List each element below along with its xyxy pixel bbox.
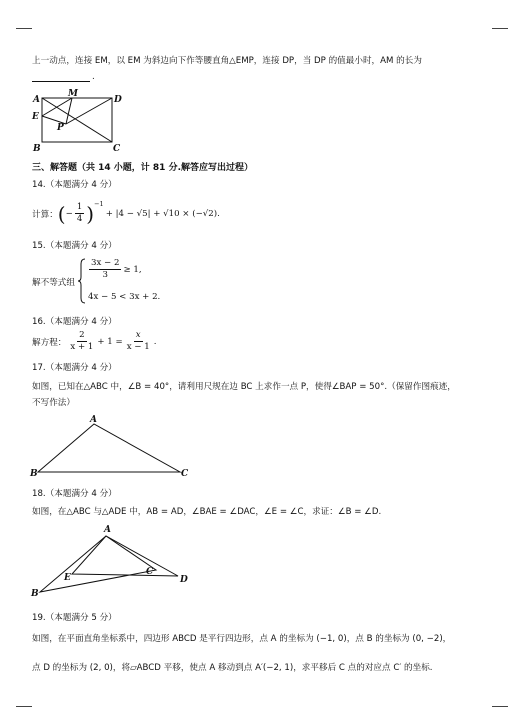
- q14-fraction: [75, 202, 84, 225]
- q15-ineq1: [87, 258, 142, 281]
- q16-header: 16.（本题满分 4 分）: [32, 317, 117, 327]
- q15-prefix: 解不等式组: [32, 278, 75, 288]
- q18-line1: 如图，在△ABC 与△ADE 中，AB = AD，∠BAE = ∠DAC，∠E = ∠C，求证：∠B = ∠D.: [32, 507, 382, 517]
- q19-line2: 点 D 的坐标为 (2, 0)，将▱ABCD 平移，使点 A 移动到点 A′(−2, 1)，求平移后 C 点的对应点 C′ 的坐标.: [32, 663, 433, 673]
- q17-label-c: C: [181, 469, 189, 479]
- q18-header: 18.（本题满分 4 分）: [32, 489, 117, 499]
- segment-pd: [66, 98, 112, 124]
- q15-ineq1-fraction: [89, 258, 121, 281]
- q16-frac2-num: x: [135, 330, 141, 340]
- label-a: A: [33, 95, 40, 105]
- q14-header: 14.（本题满分 4 分）: [32, 180, 117, 190]
- q14-frac-num: 1: [76, 202, 83, 212]
- q16-end: .: [153, 336, 157, 347]
- label-d: D: [114, 95, 122, 105]
- q17-label-b: B: [30, 469, 38, 479]
- figure-rectangle-abcd: [30, 88, 126, 154]
- label-c: C: [113, 144, 121, 154]
- label-b: B: [33, 144, 41, 154]
- q17-label-a: A: [90, 415, 97, 425]
- q16-frac1-den: x + 1: [70, 342, 94, 352]
- q18-label-b: B: [31, 589, 39, 598]
- q16-frac2-den: x − 1: [126, 342, 150, 352]
- corner-mark-bottom-right-h: [492, 706, 508, 707]
- label-e: E: [32, 112, 39, 122]
- answer-blank-period: .: [92, 72, 95, 82]
- corner-mark-bottom-left-h: [16, 706, 32, 707]
- q16-mid: + 1 =: [97, 336, 123, 347]
- q17-line1: 如图，已知在△ABC 中，∠B = 40°，请利用尺规在边 BC 上求作一点 P，使得∠BAP = 50°.（保留作图痕迹，: [32, 382, 456, 392]
- q16-prefix: 解方程：: [32, 337, 67, 348]
- q16-fraction-1: [68, 330, 95, 353]
- q14-prefix: 计算：: [32, 209, 58, 220]
- q17-header: 17.（本题满分 4 分）: [32, 363, 117, 373]
- q14-expression: [32, 199, 220, 226]
- q18-label-d: D: [180, 575, 188, 585]
- segment-mp: [66, 98, 72, 124]
- q15-brace: [78, 258, 86, 304]
- label-m: M: [68, 89, 78, 99]
- q14-neg: −: [65, 208, 73, 219]
- q19-header: 19.（本题满分 5 分）: [32, 613, 117, 623]
- q18-label-c: C: [146, 567, 154, 577]
- q16-frac1-num: 2: [79, 330, 85, 340]
- q18-triangles-figure: [28, 522, 198, 598]
- q17-triangle-figure: [28, 414, 198, 480]
- q14-rest: + |4 − √5| + √10 × (−√2).: [105, 208, 220, 219]
- q18-label-a: A: [104, 525, 111, 535]
- answer-blank: [32, 80, 90, 82]
- corner-mark-top-right-h: [492, 28, 508, 29]
- q14-paren-close: ): [86, 201, 95, 226]
- q16-equation: [32, 330, 156, 353]
- q16-fraction-2: [125, 330, 152, 353]
- q14-frac-den: 4: [76, 214, 83, 224]
- q15-ineq1-den: 3: [102, 270, 108, 280]
- q18-label-e: E: [64, 573, 71, 583]
- label-p: P: [57, 123, 64, 133]
- corner-mark-top-left-h: [16, 28, 32, 29]
- problem-13-continuation: 上一动点，连接 EM，以 EM 为斜边向下作等腰直角△EMP，连接 DP，当 DP 的值最小时，AM 的长为: [32, 56, 422, 66]
- q15-ineq2: 4x − 5 < 3x + 2.: [88, 292, 161, 302]
- section-heading: 三、解答题（共 14 小题，计 81 分.解答应写出过程）: [32, 163, 254, 173]
- q17-line2: 不写作法）: [32, 398, 75, 408]
- q19-line1: 如图，在平面直角坐标系中，四边形 ABCD 是平行四边形，点 A 的坐标为 (−1, 0)，点 B 的坐标为 (0, −2)，: [32, 634, 452, 644]
- q14-exponent: −1: [94, 199, 104, 208]
- q15-ineq1-num: 3x − 2: [91, 258, 120, 268]
- q14-paren-open: (: [57, 201, 66, 226]
- triangle-ade: [72, 536, 178, 576]
- q15-ineq1-rel: ≥ 1,: [123, 264, 142, 275]
- q15-header: 15.（本题满分 4 分）: [32, 241, 117, 251]
